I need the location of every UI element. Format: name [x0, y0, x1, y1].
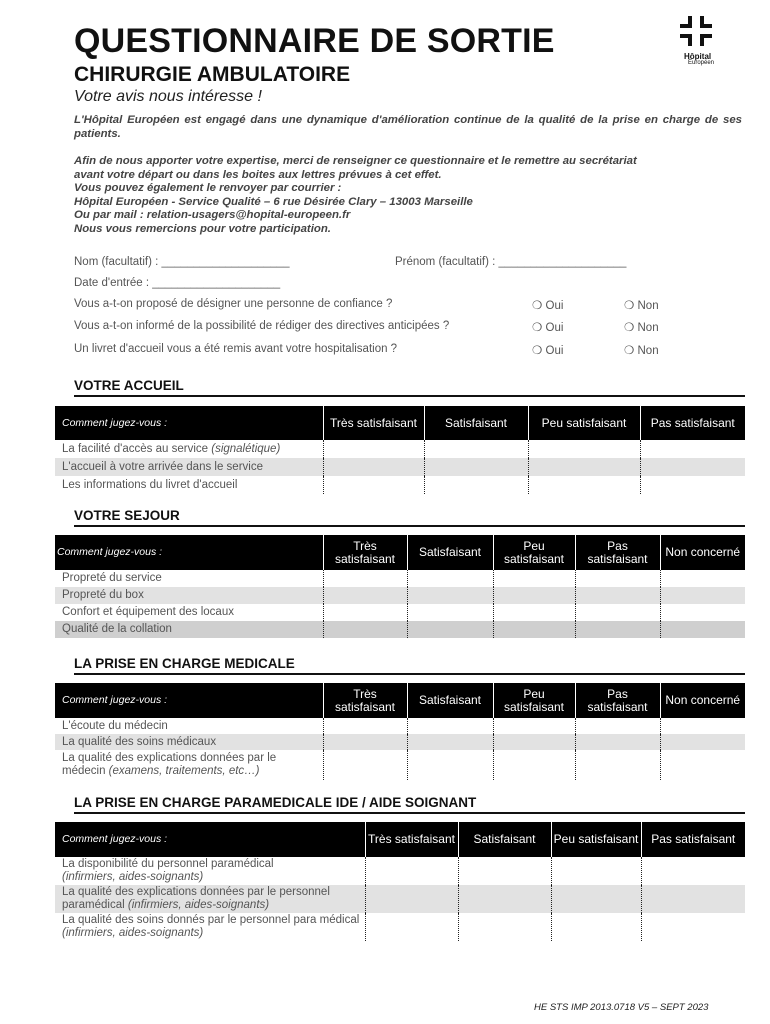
prenom-field[interactable]: Prénom (facultatif) : ____________________: [395, 256, 627, 268]
column-header: Non concerné: [660, 683, 745, 718]
row-label: La qualité des explications données par le personnel paramédical (infirmiers, aides-soignants): [55, 885, 365, 913]
intro-line: Hôpital Européen - Service Qualité – 6 rue Désirée Clary – 13003 Marseille: [74, 195, 473, 208]
rating-cell[interactable]: [424, 476, 528, 494]
rating-cell[interactable]: [493, 621, 575, 638]
section-title-paramedicale: LA PRISE EN CHARGE PARAMEDICALE IDE / AIDE SOIGNANT: [74, 795, 477, 810]
contact-email: Ou par mail : relation-usagers@hopital-europeen.fr: [74, 209, 351, 221]
rating-cell[interactable]: [660, 734, 745, 750]
table-row: [55, 718, 745, 734]
table-row: [55, 857, 745, 885]
rating-cell[interactable]: [407, 570, 493, 587]
rating-cell[interactable]: [493, 750, 575, 780]
table-header-label: Comment jugez-vous :: [55, 535, 323, 570]
rating-cell[interactable]: [575, 570, 660, 587]
column-header: Satisfaisant: [407, 683, 493, 718]
row-label: Propreté du service: [62, 572, 162, 584]
rating-cell[interactable]: [660, 718, 745, 734]
page-subtitle: CHIRURGIE AMBULATOIRE: [74, 63, 351, 86]
date-entree-field[interactable]: Date d'entrée : ____________________: [74, 277, 281, 289]
table-accueil: [55, 406, 745, 494]
table-row: [55, 885, 745, 913]
table-row: [55, 587, 745, 604]
rating-cell[interactable]: [660, 570, 745, 587]
rating-cell[interactable]: [407, 604, 493, 621]
column-header: Pas satisfaisant: [575, 683, 660, 718]
rating-cell[interactable]: [458, 885, 551, 913]
rating-cell[interactable]: [493, 570, 575, 587]
rating-cell[interactable]: [323, 476, 424, 494]
rating-cell[interactable]: [365, 857, 458, 885]
rating-cell[interactable]: [323, 734, 407, 750]
column-header: Peu satisfaisant: [528, 406, 640, 440]
table-row: [55, 734, 745, 750]
column-header: Peu satisfaisant: [551, 822, 641, 857]
rating-cell[interactable]: [493, 604, 575, 621]
rating-cell[interactable]: [660, 604, 745, 621]
row-label: La qualité des explications données par le médecin (examens, traitements, etc…): [62, 752, 277, 777]
radio-non[interactable]: ❍ Non: [624, 345, 659, 357]
rating-cell[interactable]: [640, 476, 745, 494]
rating-cell[interactable]: [640, 440, 745, 458]
row-label: La disponibilité du personnel paramédical (infirmiers, aides-soignants): [62, 858, 274, 883]
intro-paragraph-1: L'Hôpital Européen est engagé dans une dynamique d'amélioration continue de la qualité de la prise en charge de ses patients.: [74, 114, 742, 140]
table-header-label: Comment jugez-vous :: [55, 822, 365, 857]
rating-cell[interactable]: [407, 718, 493, 734]
rating-cell[interactable]: [493, 734, 575, 750]
column-header: Non concerné: [660, 535, 745, 570]
rating-cell[interactable]: [323, 718, 407, 734]
rating-cell[interactable]: [493, 718, 575, 734]
rating-cell[interactable]: [641, 885, 745, 913]
column-header: Très satisfaisant: [365, 822, 458, 857]
radio-non[interactable]: ❍ Non: [624, 322, 659, 334]
rating-cell[interactable]: [323, 570, 407, 587]
rating-cell[interactable]: [323, 440, 424, 458]
column-header: Satisfaisant: [458, 822, 551, 857]
rating-cell[interactable]: [640, 458, 745, 476]
intro-line: Afin de nous apporter votre expertise, merci de renseigner ce questionnaire et le remettre au secrétariat: [74, 155, 637, 167]
tagline: Votre avis nous intéresse !: [74, 88, 262, 105]
column-header: Peu satisfaisant: [493, 535, 575, 570]
section-rule: [74, 525, 745, 527]
rating-cell[interactable]: [660, 621, 745, 638]
column-header: Pas satisfaisant: [640, 406, 745, 440]
rating-cell[interactable]: [551, 913, 641, 941]
intro-text: [74, 114, 742, 236]
row-label: Propreté du box: [55, 587, 323, 604]
rating-cell[interactable]: [641, 913, 745, 941]
rating-cell[interactable]: [458, 913, 551, 941]
rating-cell[interactable]: [458, 857, 551, 885]
section-rule: [74, 812, 745, 814]
row-label: Les informations du livret d'accueil: [62, 478, 238, 491]
row-label: Qualité de la collation: [55, 621, 323, 638]
rating-cell[interactable]: [528, 476, 640, 494]
rating-cell[interactable]: [424, 458, 528, 476]
column-header: Très satisfaisant: [323, 406, 424, 440]
table-row: [55, 570, 745, 587]
question-livret: Un livret d'accueil vous a été remis avant votre hospitalisation ?: [74, 343, 398, 355]
rating-cell[interactable]: [323, 604, 407, 621]
table-row: [55, 913, 745, 941]
rating-cell[interactable]: [365, 913, 458, 941]
rating-cell[interactable]: [551, 857, 641, 885]
table-row: [55, 621, 745, 638]
section-title-medicale: LA PRISE EN CHARGE MEDICALE: [74, 656, 295, 671]
column-header: Satisfaisant: [407, 535, 493, 570]
rating-cell[interactable]: [407, 587, 493, 604]
table-header-label: Comment jugez-vous :: [55, 683, 323, 718]
section-rule: [74, 673, 745, 675]
column-header: Peu satisfaisant: [493, 683, 575, 718]
column-header: Très satisfaisant: [323, 683, 407, 718]
intro-line: Vous pouvez également le renvoyer par courrier :: [74, 182, 342, 194]
rating-cell[interactable]: [407, 734, 493, 750]
row-label: La facilité d'accès au service (signalétique): [62, 442, 281, 455]
rating-cell[interactable]: [575, 734, 660, 750]
logo-subtext: Européen: [688, 60, 715, 66]
question-personne-confiance: Vous a-t-on proposé de désigner une personne de confiance ?: [74, 298, 393, 310]
table-row: [55, 458, 745, 476]
rating-cell[interactable]: [551, 885, 641, 913]
rating-cell[interactable]: [575, 621, 660, 638]
column-header: Pas satisfaisant: [641, 822, 745, 857]
rating-cell[interactable]: [365, 885, 458, 913]
radio-oui[interactable]: ❍ Oui: [532, 322, 564, 334]
question-directives: Vous a-t-on informé de la possibilité de rédiger des directives anticipées ?: [74, 320, 450, 332]
row-label: Confort et équipement des locaux: [62, 606, 234, 618]
document-reference: HE STS IMP 2013.0718 V5 – SEPT 2023: [534, 1002, 709, 1013]
rating-cell[interactable]: [575, 604, 660, 621]
table-row: [55, 476, 745, 494]
rating-cell[interactable]: [528, 440, 640, 458]
rating-cell[interactable]: [641, 857, 745, 885]
radio-oui[interactable]: ❍ Oui: [532, 300, 564, 312]
rating-cell[interactable]: [323, 587, 407, 604]
row-label: La qualité des soins donnés par le personnel para médical (infirmiers, aides-soignants): [62, 914, 360, 939]
row-label: La qualité des soins médicaux: [55, 734, 323, 750]
rating-cell[interactable]: [493, 587, 575, 604]
table-medicale: [55, 683, 745, 780]
table-row: [55, 604, 745, 621]
page-title: QUESTIONNAIRE DE SORTIE: [74, 22, 555, 60]
table-sejour: [55, 535, 745, 638]
row-label: L'écoute du médecin: [62, 719, 168, 732]
rating-cell[interactable]: [575, 750, 660, 780]
intro-line: Nous vous remercions pour votre participation.: [74, 222, 331, 235]
row-label: L'accueil à votre arrivée dans le service: [55, 458, 323, 476]
table-header-label: Comment jugez-vous :: [55, 406, 323, 440]
section-rule: [74, 395, 745, 397]
rating-cell[interactable]: [575, 718, 660, 734]
hospital-logo: [676, 14, 726, 74]
nom-field[interactable]: Nom (facultatif) : ____________________: [74, 256, 290, 268]
section-title-accueil: VOTRE ACCUEIL: [74, 378, 184, 393]
rating-cell[interactable]: [660, 750, 745, 780]
rating-cell[interactable]: [575, 587, 660, 604]
rating-cell[interactable]: [407, 621, 493, 638]
column-header: Très satisfaisant: [323, 535, 407, 570]
radio-non[interactable]: ❍ Non: [624, 300, 659, 312]
rating-cell[interactable]: [323, 621, 407, 638]
rating-cell[interactable]: [407, 750, 493, 780]
table-row: [55, 750, 745, 780]
rating-cell[interactable]: [528, 458, 640, 476]
intro-line: avant votre départ ou dans les boites aux lettres prévues à cet effet.: [74, 168, 442, 181]
section-title-sejour: VOTRE SEJOUR: [74, 508, 180, 523]
rating-cell[interactable]: [660, 587, 745, 604]
column-header: Pas satisfaisant: [575, 535, 660, 570]
radio-oui[interactable]: ❍ Oui: [532, 345, 564, 357]
table-row: [55, 440, 745, 458]
column-header: Satisfaisant: [424, 406, 528, 440]
rating-cell[interactable]: [323, 458, 424, 476]
table-paramedicale: [55, 822, 745, 941]
rating-cell[interactable]: [424, 440, 528, 458]
rating-cell[interactable]: [323, 750, 407, 780]
logo-text: Hôpital: [684, 52, 712, 61]
